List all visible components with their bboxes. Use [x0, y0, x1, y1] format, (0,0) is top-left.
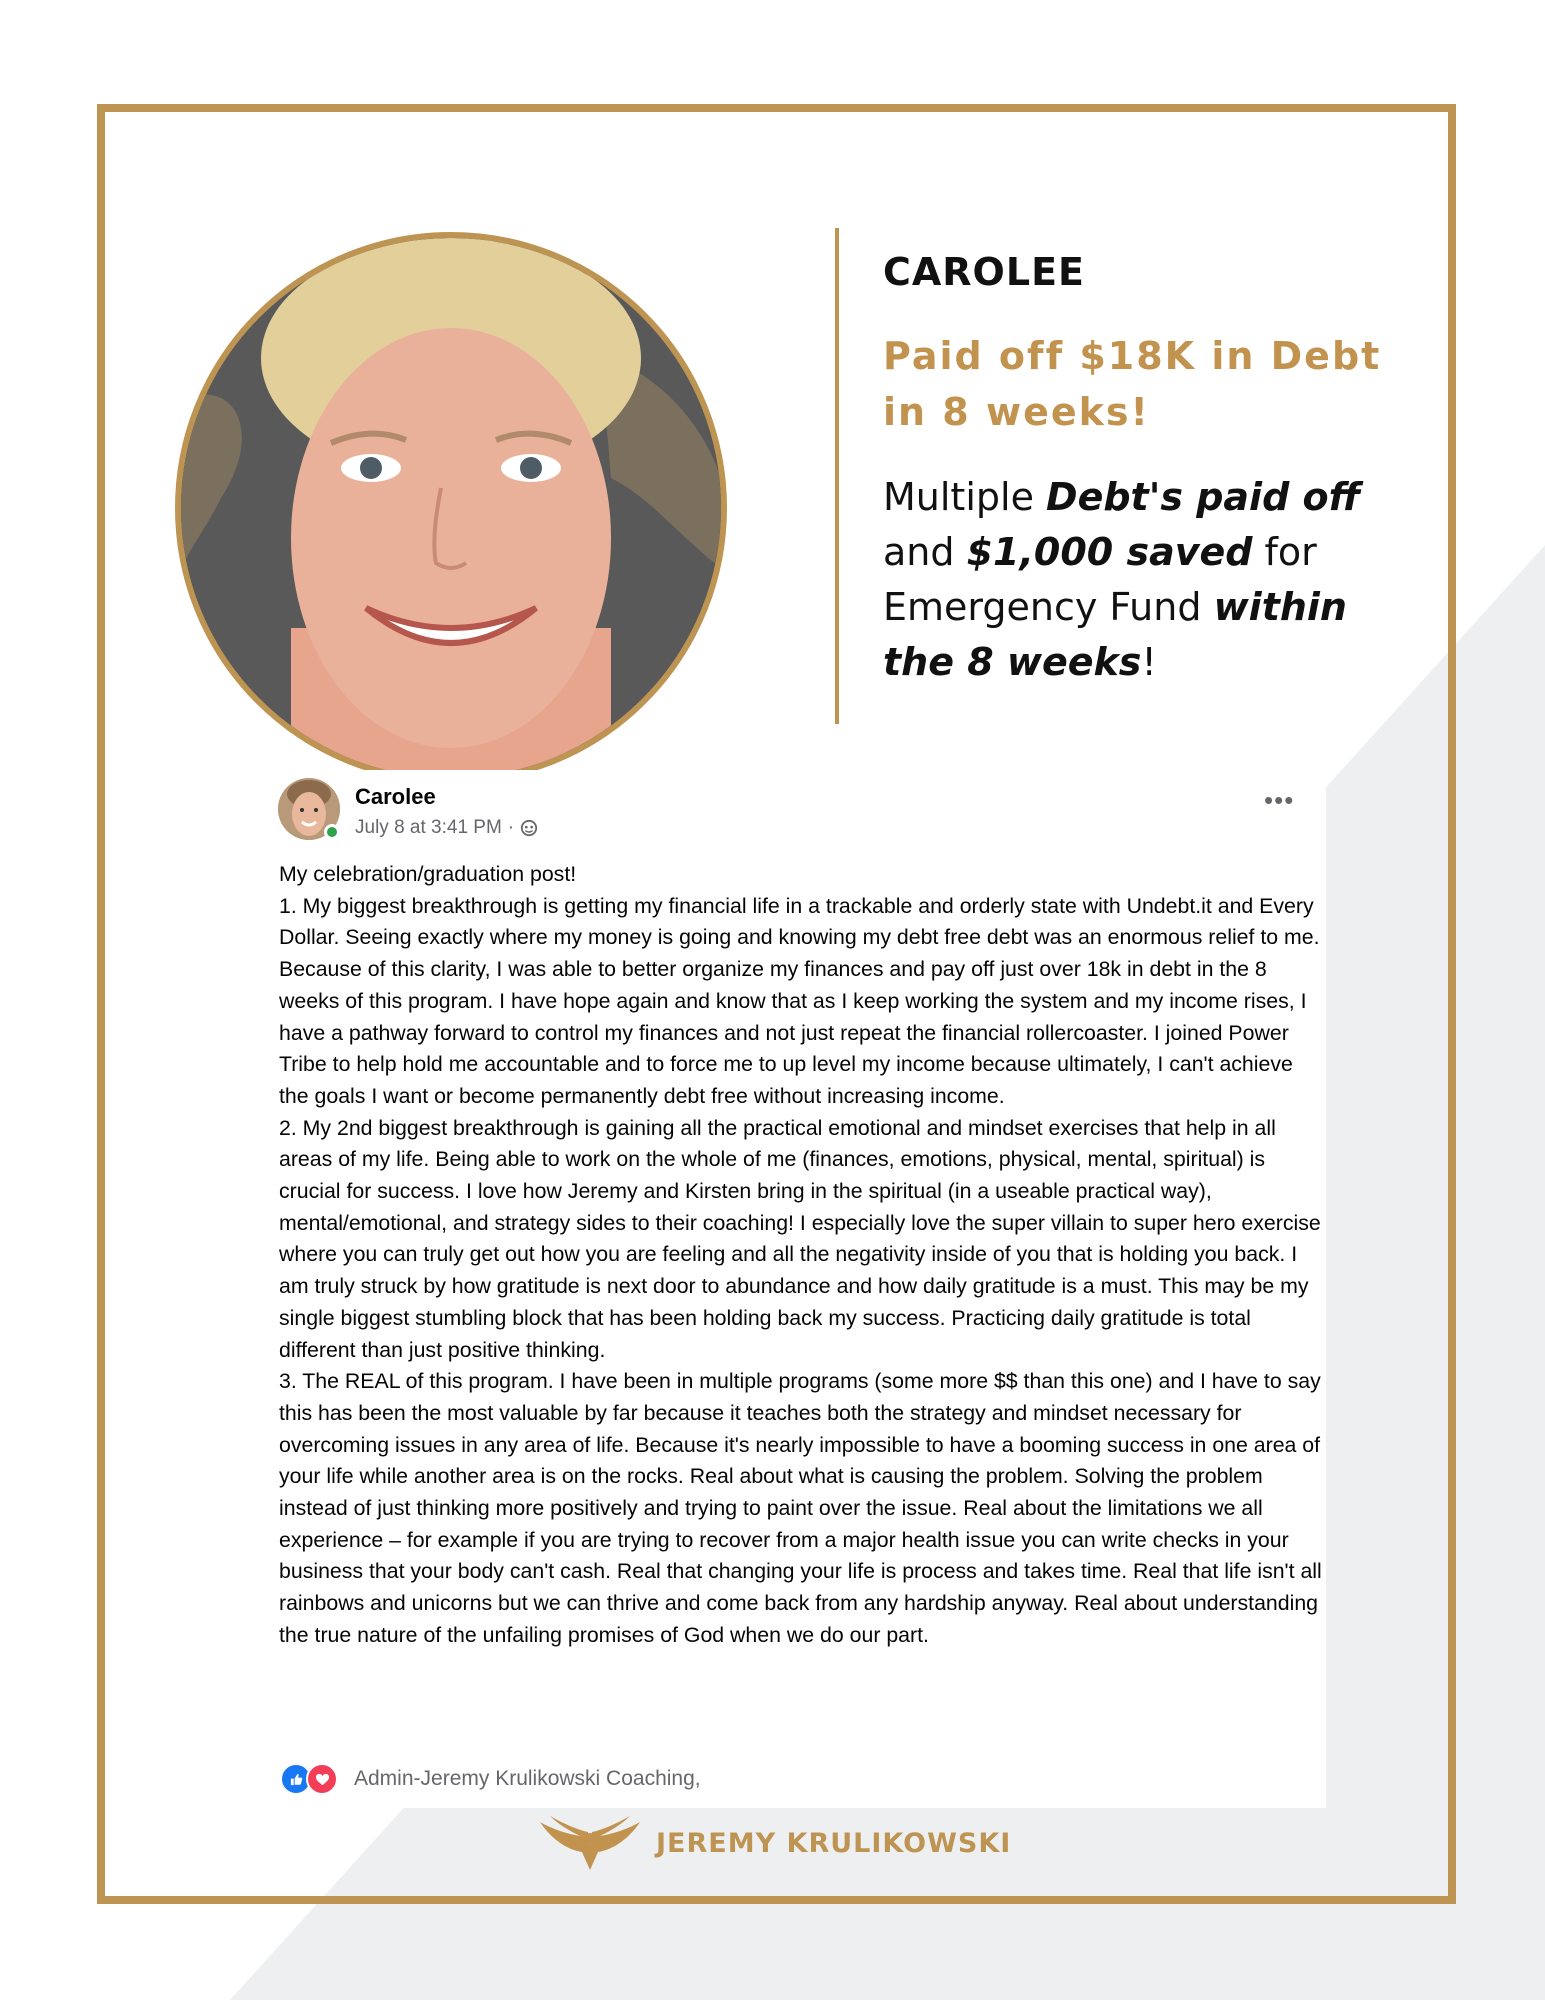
summary-text: and	[883, 530, 967, 574]
post-paragraph: 1. My biggest breakthrough is getting my financial life in a trackable and orderly state with Undebt.it and Every Dollar. Seeing exactly where my money is going and knowing my debt free debt was an enormous relief to me. Because of this clarity, I was able to better organize my finances and pay off just over 18k in debt in the 8 weeks of this program. I have hope again and know that as I keep working the system and my income rises, I have a pathway forward to control my finances and not just repeat the financial rollercoaster. I joined Power Tribe to help hold me accountable and to force me to up level my income because ultimately, I can't achieve the goals I want or become permanently debt free without increasing income.	[279, 893, 1320, 1108]
post-author-name[interactable]: Carolee	[355, 784, 436, 809]
summary-emphasis: within the 8 weeks	[883, 585, 1347, 684]
summary-emphasis: Debt's paid off	[1046, 475, 1361, 519]
reactions-bar[interactable]	[280, 1763, 701, 1795]
summary-text: for Emergency Fund	[883, 530, 1317, 629]
post-timestamp[interactable]: July 8 at 3:41 PM	[355, 817, 502, 838]
summary-text: Multiple	[883, 475, 1047, 519]
social-post-card	[258, 770, 1326, 1808]
reactions-by-label[interactable]: Admin-Jeremy Krulikowski Coaching,	[354, 1767, 701, 1790]
headline-result: Paid off $18K in Debt in 8 weeks!	[883, 334, 1382, 434]
post-meta	[355, 817, 538, 839]
online-status-dot	[324, 824, 340, 840]
eagle-logo-icon	[538, 1814, 642, 1872]
profile-photo	[175, 232, 727, 784]
client-name: CAROLEE	[883, 250, 1085, 294]
meta-separator: ·	[507, 817, 515, 838]
post-paragraph: My celebration/graduation post!	[279, 862, 577, 886]
more-options-icon[interactable]: •••	[1264, 785, 1295, 815]
summary-text: !	[1141, 640, 1157, 684]
divider-line	[835, 228, 839, 724]
love-reaction-icon	[306, 1763, 338, 1795]
result-summary	[883, 470, 1403, 690]
brand-name: JEREMY KRULIKOWSKI	[656, 1827, 1012, 1859]
audience-icon[interactable]	[520, 819, 538, 837]
post-paragraph: 2. My 2nd biggest breakthrough is gaining all the practical emotional and mindset exercises that help in all areas of my life. Being able to work on the whole of me (finances, emotions, physical, mental, spiritual) is crucial for success. I love how Jeremy and Kirsten bring in the spiritual (in a useable practical way), mental/emotional, and strategy sides to their coaching! I especially love the super villain to super hero exercise where you can truly get out how you are feeling and all the negativity inside of you that is holding you back. I am truly struck by how gratitude is next door to abundance and how daily gratitude is a must. This may be my single biggest stumbling block that has been holding back my success. Practicing daily gratitude is total different than just positive thinking.	[279, 1115, 1321, 1362]
portrait-illustration	[181, 238, 721, 778]
brand-logo	[538, 1814, 1011, 1872]
summary-emphasis: $1,000 saved	[966, 530, 1253, 574]
post-paragraph: 3. The REAL of this program. I have been in multiple programs (some more $$ than this one) and I have to say this has been the most valuable by far because it teaches both the strategy and mindset necessary for overcoming issues in any area of life. Because it's nearly impossible to have a booming success in one area of your life while another area is on the rocks. Real about what is causing the problem. Solving the problem instead of just thinking more positively and trying to paint over the issue. Real about the limitations we all experience – for example if you are trying to recover from a major health issue you can write checks in your business that your body can't cash. Real that changing your life is process and takes time. Real that life isn't all rainbows and unicorns but we can thrive and come back from any hardship anyway. Real about understanding the true nature of the unfailing promises of God when we do our part.	[279, 1369, 1322, 1647]
post-body	[279, 859, 1324, 1652]
